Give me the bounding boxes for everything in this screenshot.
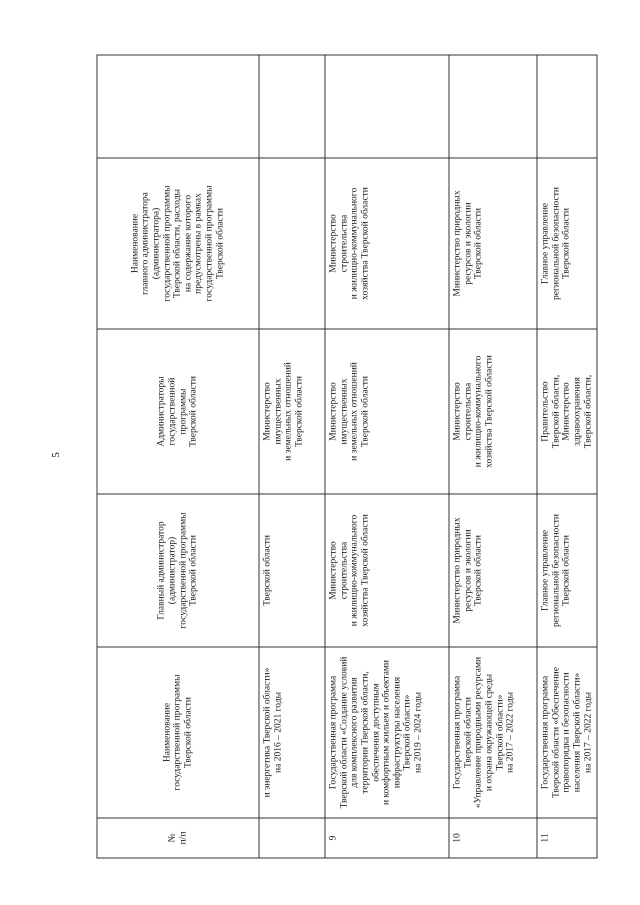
programs-table <box>96 54 597 858</box>
row-expense-admin <box>259 158 325 329</box>
row-program: Государственная программа Тверской области «Обеспечение правопорядка и безопасности населения Тверской области» на 2017 – 2022 годы <box>537 647 597 818</box>
empty-cell <box>325 55 449 158</box>
empty-cell <box>97 55 259 158</box>
row-main-admin: Министерство природных ресурсов и экологии Тверской области <box>449 494 537 647</box>
empty-cell <box>449 55 537 158</box>
row-num: 11 <box>537 818 597 858</box>
row-program: Государственная программа Тверской области «Создание условий для комплексного развития территории Тверской области, обеспечения доступным и комфортным жильем и объектами инфраструктуры населения Тверской области» на 2019 – 2024 годы <box>325 647 449 818</box>
empty-cell <box>259 55 325 158</box>
page-number: 5 <box>50 452 62 458</box>
row-main-admin: Тверской области <box>259 494 325 647</box>
row-num: 10 <box>449 818 537 858</box>
empty-cell <box>537 55 597 158</box>
row-admins: Министерство имущественных и земельных отношений Тверской области <box>259 329 325 494</box>
rotated-table-frame <box>96 55 593 858</box>
row-expense-admin: Министерство строительства и жилищно-коммунального хозяйства Тверской области <box>325 158 449 329</box>
row-main-admin: Главное управление региональной безопасности Тверской области <box>537 494 597 647</box>
row-expense-admin: Министерство природных ресурсов и экологии Тверской области <box>449 158 537 329</box>
row-admins: Правительство Тверской области, Министерство здравоохранения Тверской области, <box>537 329 597 494</box>
table-row <box>259 55 325 858</box>
row-main-admin: Министерство строительства и жилищно-коммунального хозяйства Тверской области <box>325 494 449 647</box>
table-header-row <box>97 55 259 858</box>
table-row <box>449 55 537 858</box>
row-admins: Министерство строительства и жилищно-коммунального хозяйства Тверской области <box>449 329 537 494</box>
row-num <box>259 818 325 858</box>
table-row <box>537 55 597 858</box>
row-num: 9 <box>325 818 449 858</box>
row-admins: Министерство имущественных и земельных отношений Тверской области <box>325 329 449 494</box>
table-row <box>325 55 449 858</box>
header-admins: Администраторы государственной программы Тверской области <box>97 329 259 494</box>
header-expense-admin: Наименование главного администратора (администратора) государственной программы Тверской области, расходы на содержание которого предусмотрены в рамках государственной программы Тверской области <box>97 158 259 329</box>
header-program-name: Наименование государственной программы Тверской области <box>97 647 259 818</box>
row-program: Государственная программа Тверской области «Управление природными ресурсами и охрана окружающей среды Тверской области» на 2017 – 2022 годы <box>449 647 537 818</box>
row-program: и энергетика Тверской области» на 2016 – 2021 годы <box>259 647 325 818</box>
header-main-admin: Главный администратор (администратор) государственной программы Тверской области <box>97 494 259 647</box>
table-container <box>96 55 593 858</box>
header-num: № п/п <box>97 818 259 858</box>
row-expense-admin: Главное управление региональной безопасности Тверской области <box>537 158 597 329</box>
